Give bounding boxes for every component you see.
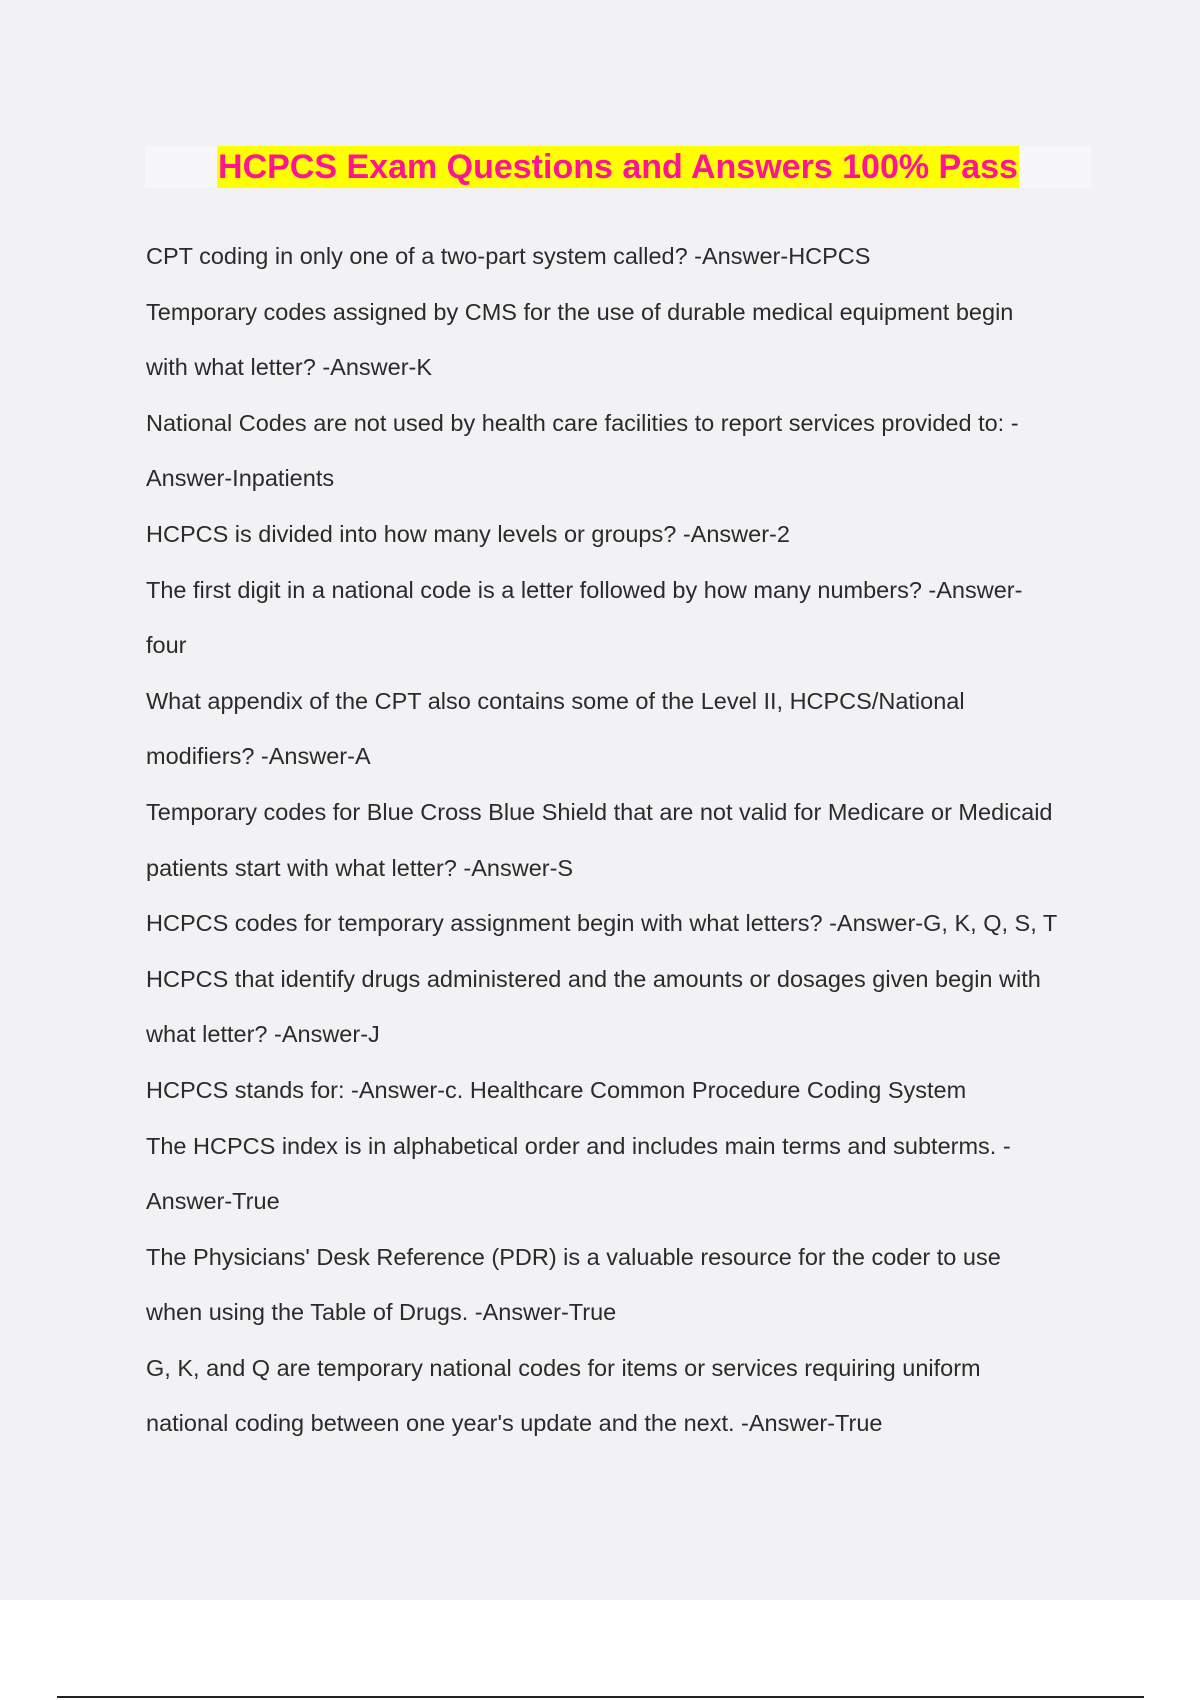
body-line: CPT coding in only one of a two-part system called? -Answer-HCPCS (146, 243, 871, 269)
body-line: patients start with what letter? -Answer-S (146, 854, 574, 881)
body-line: What appendix of the CPT also contains some of the Level II, HCPCS/National (146, 687, 965, 714)
body-line: Temporary codes for Blue Cross Blue Shield that are not valid for Medicare or Medicaid (146, 798, 1053, 825)
body-line: HCPCS that identify drugs administered and the amounts or dosages given begin with (146, 965, 1041, 992)
body-line: four (146, 632, 187, 659)
body-line: HCPCS stands for: -Answer-c. Healthcare Common Procedure Coding System (146, 1076, 967, 1103)
document-body (146, 235, 1090, 1458)
title-band (145, 146, 1091, 188)
body-line: The HCPCS index is in alphabetical order and includes main terms and subterms. - (146, 1132, 1011, 1159)
body-line: National Codes are not used by health care facilities to report services provided to: - (146, 409, 1019, 436)
body-line: HCPCS codes for temporary assignment begin with what letters? -Answer-G, K, Q, S, T (146, 910, 1058, 937)
body-line: HCPCS is divided into how many levels or groups? -Answer-2 (146, 520, 790, 547)
body-line: Answer-Inpatients (146, 465, 335, 492)
body-line: when using the Table of Drugs. -Answer-True (146, 1299, 617, 1326)
body-line: G, K, and Q are temporary national codes for items or services requiring uniform (146, 1354, 981, 1381)
body-line: what letter? -Answer-J (146, 1021, 380, 1048)
body-line: The first digit in a national code is a letter followed by how many numbers? -Answer- (146, 576, 1023, 603)
body-line: modifiers? -Answer-A (146, 743, 371, 770)
body-line: Answer-True (146, 1188, 280, 1215)
body-line: The Physicians' Desk Reference (PDR) is a valuable resource for the coder to use (146, 1243, 1001, 1270)
body-line: national coding between one year's update and the next. -Answer-True (146, 1410, 883, 1437)
document-title: HCPCS Exam Questions and Answers 100% Pass (218, 148, 1018, 186)
footer-divider (57, 1696, 1144, 1698)
body-line: with what letter? -Answer-K (146, 354, 433, 381)
body-line: Temporary codes assigned by CMS for the use of durable medical equipment begin (146, 298, 1014, 325)
